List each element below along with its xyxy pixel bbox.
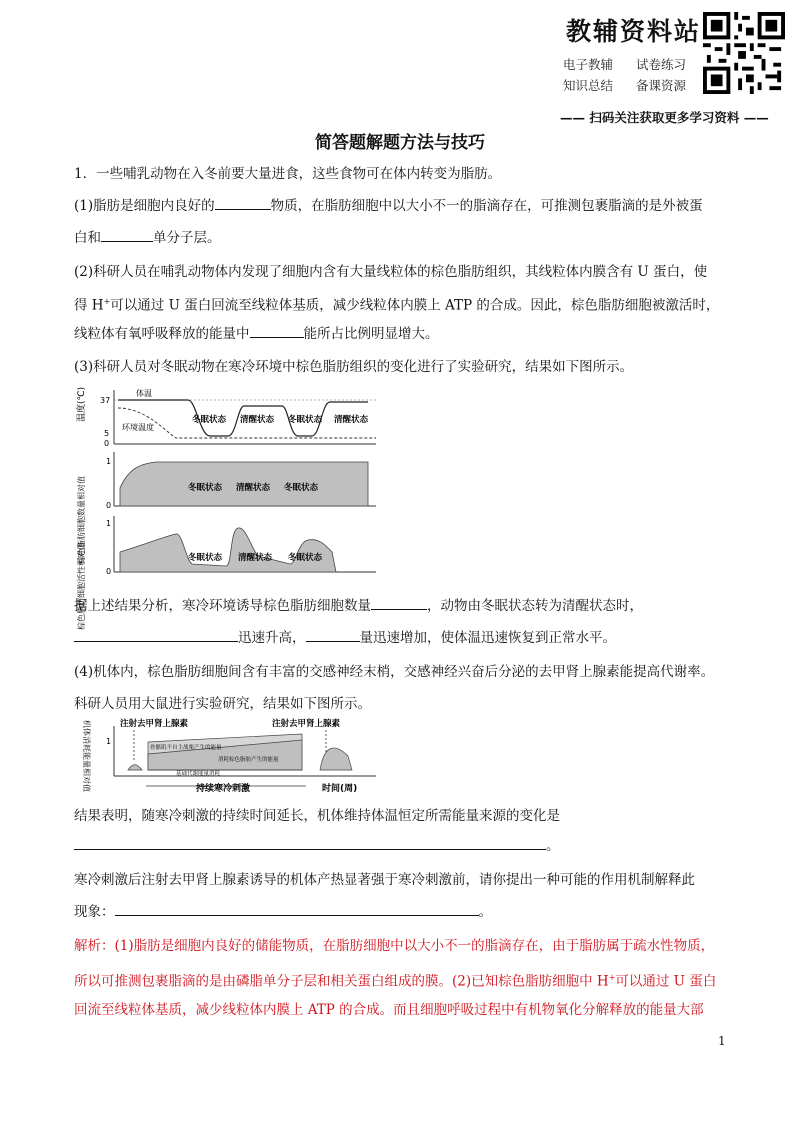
inject-label-left: 注射去甲肾上腺素 bbox=[120, 719, 189, 729]
top-tick-5: 5 bbox=[104, 429, 110, 438]
answer-blank[interactable] bbox=[74, 835, 546, 850]
analysis-line1: 解析：(1)脂肪是细胞内良好的储能物质，在脂肪细胞中以大小不一的脂滴存在，由于脂肪属于疏水性物质， bbox=[74, 938, 715, 954]
top-tick-37: 37 bbox=[100, 396, 111, 405]
question-part3-line1: (3)科研人员对冬眠动物在寒冷环境中棕色脂肪组织的变化进行了实验研究，结果如下图所示。 bbox=[74, 359, 634, 375]
header-link-ebook[interactable]: 电子教辅 bbox=[563, 57, 614, 72]
answer-blank[interactable] bbox=[371, 595, 427, 610]
fig2-tick-1: 1 bbox=[106, 737, 112, 746]
answer-blank[interactable] bbox=[306, 627, 360, 642]
mid-state-3: 冬眠状态 bbox=[284, 483, 319, 493]
question-part3-analysis-line2: 迅速升高， 量迅速增加，使体温迅速恢复到正常水平。 bbox=[74, 622, 724, 654]
page-number: 1 bbox=[718, 1034, 726, 1048]
header-link-exams[interactable]: 试卷练习 bbox=[636, 57, 687, 72]
cell-activity-area bbox=[120, 528, 336, 572]
inject-peak-right bbox=[320, 748, 352, 770]
bot-ylabel: 棕色脂肪细胞活性相对值 bbox=[77, 542, 86, 630]
figure-cold-stimulus-chart bbox=[76, 716, 386, 798]
header-link-lesson[interactable]: 备课资源 bbox=[636, 78, 687, 93]
mid-tick-0: 0 bbox=[106, 501, 112, 510]
top-state-4: 清醒状态 bbox=[334, 415, 369, 425]
question-part1-line2: 白和 单分子层。 bbox=[74, 222, 724, 254]
answer-blank[interactable] bbox=[115, 901, 479, 916]
question-part4-line1: (4)机体内，棕色脂肪细胞间含有丰富的交感神经末梢，交感神经兴奋后分泌的去甲肾上腺素能提高代谢率。 bbox=[74, 664, 715, 680]
page-title: 简答题解题方法与技巧 bbox=[315, 133, 485, 153]
question-part2-line3: 线粒体有氧呼吸释放的能量中 能所占比例明显增大。 bbox=[74, 318, 724, 350]
question-part4-result-blank: 。 bbox=[74, 830, 724, 862]
question-part4-mechanism-line2: 现象： 。 bbox=[74, 896, 724, 928]
duration-label: 持续寒冷刺激 bbox=[196, 784, 251, 794]
answer-blank[interactable] bbox=[250, 323, 304, 338]
top-tick-0: 0 bbox=[104, 439, 110, 448]
mid-state-2: 清醒状态 bbox=[236, 483, 271, 493]
question-part4-mechanism-line1: 寒冷刺激后注射去甲肾上腺素诱导的机体产热显著强于寒冷刺激前，请你提出一种可能的作用机制解释此 bbox=[74, 872, 695, 888]
bot-state-3: 冬眠状态 bbox=[288, 553, 323, 563]
inject-label-right: 注射去甲肾上腺素 bbox=[272, 719, 341, 729]
shivering-label: 骨骼肌不自主战栗产生的能量 bbox=[150, 745, 222, 751]
mid-ylabel: 棕色脂肪细胞数量相对值 bbox=[77, 476, 86, 564]
base-metabolism-label: 基础代谢能量消耗 bbox=[176, 771, 221, 777]
question-intro: 1．一些哺乳动物在入冬前要大量进食，这些食物可在体内转变为脂肪。 bbox=[74, 166, 502, 182]
mid-state-1: 冬眠状态 bbox=[188, 483, 223, 493]
bot-tick-1: 1 bbox=[106, 519, 112, 528]
header-link-summary[interactable]: 知识总结 bbox=[563, 78, 614, 93]
top-state-1: 冬眠状态 bbox=[192, 415, 227, 425]
env-temp-label: 环境温度 bbox=[122, 423, 154, 432]
bot-state-2: 清醒状态 bbox=[238, 553, 273, 563]
top-state-2: 清醒状态 bbox=[240, 415, 275, 425]
question-part4-line2: 科研人员用大鼠进行实验研究，结果如下图所示。 bbox=[74, 696, 371, 712]
mid-tick-1: 1 bbox=[106, 457, 112, 466]
fig2-ylabel: 机体消耗能量相对值 bbox=[82, 720, 91, 792]
body-temp-label: 体温 bbox=[136, 389, 152, 398]
brown-fat-label: 消耗棕色脂肪产生的能量 bbox=[218, 757, 279, 763]
top-state-3: 冬眠状态 bbox=[288, 415, 323, 425]
answer-blank[interactable] bbox=[215, 195, 271, 210]
answer-blank[interactable] bbox=[74, 627, 238, 642]
bot-state-1: 冬眠状态 bbox=[188, 553, 223, 563]
answer-blank[interactable] bbox=[101, 227, 153, 242]
question-part3-analysis-line1: 据上述结果分析，寒冷环境诱导棕色脂肪细胞数量 ，动物由冬眠状态转为清醒状态时， bbox=[74, 590, 724, 622]
inject-peak-left bbox=[128, 765, 142, 770]
qr-code-icon bbox=[703, 12, 785, 94]
question-part4-result: 结果表明，随寒冷刺激的持续时间延长，机体维持体温恒定所需能量来源的变化是 bbox=[74, 808, 560, 824]
top-ylabel: 温度(℃) bbox=[77, 386, 87, 422]
analysis-line3: 回流至线粒体基质，减少线粒体内膜上 ATP 的合成。而且细胞呼吸过程中有机物氧化分解释放的能量大部 bbox=[74, 1002, 704, 1018]
question-part2-line1: (2)科研人员在哺乳动物体内发现了细胞内含有大量线粒体的棕色脂肪组织，其线粒体内膜含有 U 蛋白，使 bbox=[74, 264, 708, 280]
time-axis-label: 时间(周) bbox=[322, 784, 358, 794]
bot-tick-0: 0 bbox=[106, 567, 112, 576]
scan-prompt: —— 扫码关注获取更多学习资料 —— bbox=[560, 110, 769, 125]
analysis-line2: 所以可推测包裹脂滴的是由磷脂单分子层和相关蛋白组成的膜。(2)已知棕色脂肪细胞中 H+可以通过 U 蛋白 bbox=[74, 973, 717, 990]
brand-title: 教辅资料站 bbox=[566, 17, 702, 46]
question-part1-line1: (1)脂肪是细胞内良好的 物质，在脂肪细胞中以大小不一的脂滴存在，可推测包裹脂滴的是外被蛋 bbox=[74, 190, 724, 222]
question-part2-line2: 得 H+可以通过 U 蛋白回流至线粒体基质，减少线粒体内膜上 ATP 的合成。因此，棕色脂肪细胞被激活时， bbox=[74, 297, 720, 314]
